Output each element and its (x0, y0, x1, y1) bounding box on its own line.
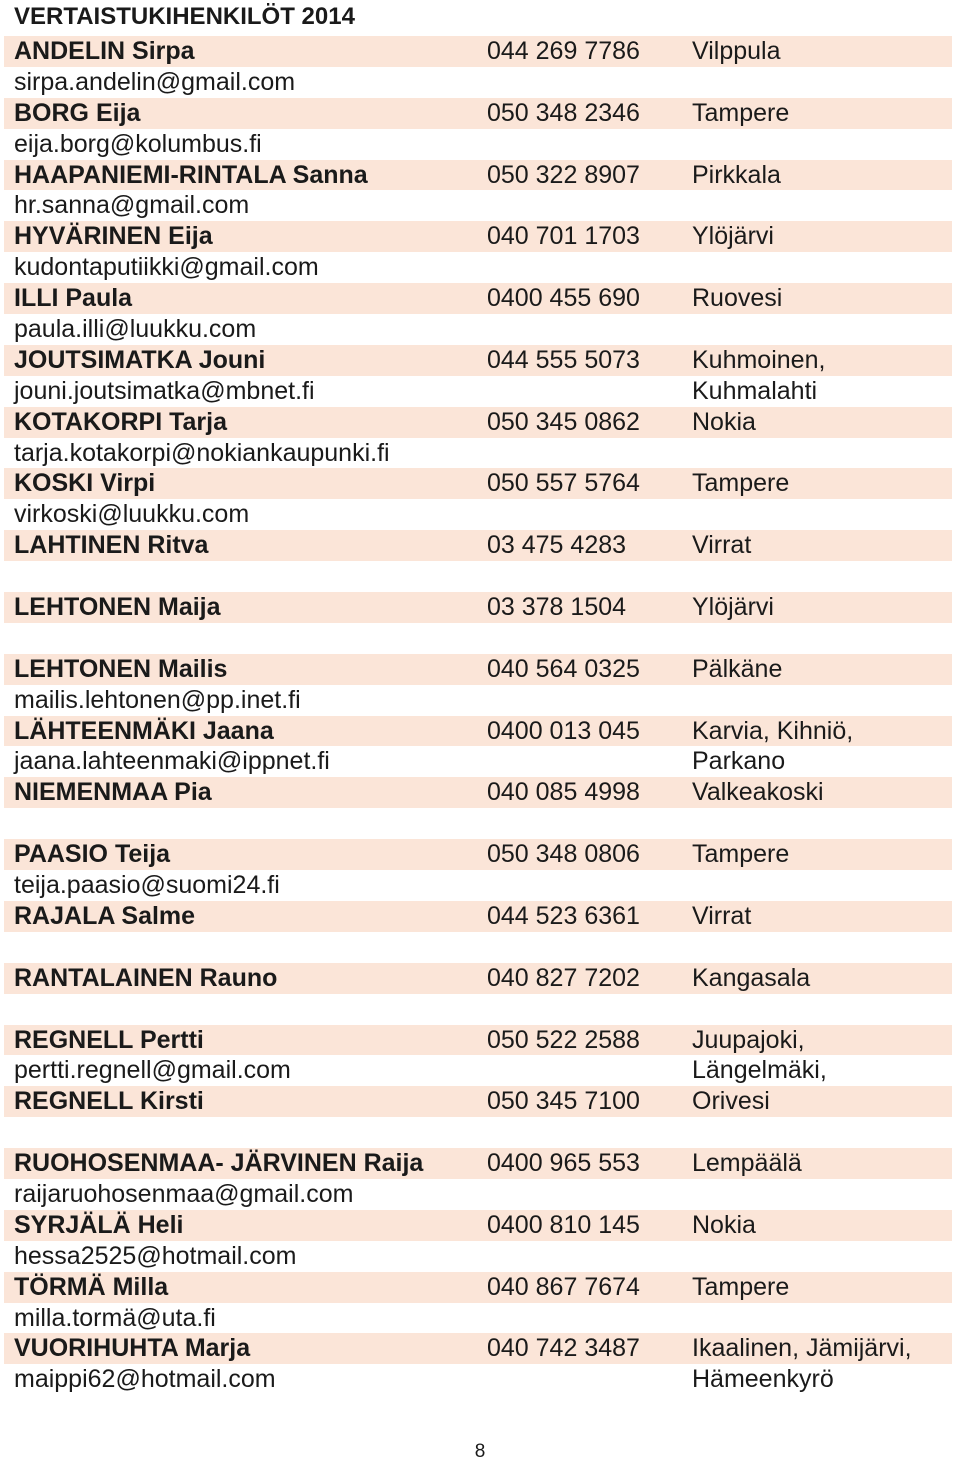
contact-entry (4, 777, 952, 839)
contact-phone: 044 555 5073 (487, 345, 640, 374)
contact-name: HYVÄRINEN Eija (14, 222, 213, 251)
contact-phone: 040 085 4998 (487, 778, 640, 807)
contact-entry (4, 160, 952, 222)
contact-email: kudontaputiikki@gmail.com (14, 253, 319, 282)
contact-email: sirpa.andelin@gmail.com (14, 67, 296, 96)
contact-phone: 040 827 7202 (487, 963, 640, 992)
contact-sub-row (4, 746, 952, 777)
contact-main-row (4, 654, 952, 685)
contact-main-row (4, 530, 952, 561)
contact-email: jaana.lahteenmaki@ippnet.fi (14, 747, 330, 776)
contact-email: eija.borg@kolumbus.fi (14, 129, 262, 158)
contact-phone: 050 348 2346 (487, 98, 640, 127)
contact-phone: 050 322 8907 (487, 160, 640, 189)
contact-main-row (4, 221, 952, 252)
contact-name: ILLI Paula (14, 284, 133, 313)
contact-entry (4, 221, 952, 283)
contact-list (4, 36, 952, 1395)
contact-city: Pälkäne (692, 654, 783, 683)
contact-email: mailis.lehtonen@pp.inet.fi (14, 685, 301, 714)
contact-city: Tampere (692, 98, 790, 127)
contact-email: tarja.kotakorpi@nokiankaupunki.fi (14, 438, 390, 467)
contact-city-continued: Hämeenkyrö (692, 1365, 834, 1394)
contact-city: Lempäälä (692, 1149, 802, 1178)
contact-sub-row (4, 932, 952, 963)
contact-city: Tampere (692, 1272, 790, 1301)
contact-sub-row (4, 376, 952, 407)
contact-phone: 0400 965 553 (487, 1149, 640, 1178)
contact-name: SYRJÄLÄ Heli (14, 1210, 184, 1239)
contact-city: Kuhmoinen, (692, 345, 826, 374)
contact-main-row (4, 283, 952, 314)
contact-sub-row (4, 314, 952, 345)
contact-city: Orivesi (692, 1087, 770, 1116)
contact-entry (4, 901, 952, 963)
contact-name: REGNELL Kirsti (14, 1087, 204, 1116)
contact-entry (4, 716, 952, 778)
contact-entry (4, 592, 952, 654)
contact-phone: 050 345 0862 (487, 407, 640, 436)
contact-main-row (4, 1148, 952, 1179)
contact-name: ANDELIN Sirpa (14, 37, 195, 65)
contact-email: raijaruohosenmaa@gmail.com (14, 1179, 354, 1208)
contact-sub-row (4, 685, 952, 716)
contact-city: Pirkkala (692, 160, 781, 189)
contact-entry (4, 98, 952, 160)
contact-sub-row (4, 190, 952, 221)
contact-name: VUORIHUHTA Marja (14, 1334, 251, 1363)
contact-name: RAJALA Salme (14, 901, 196, 930)
contact-phone: 050 557 5764 (487, 469, 640, 498)
contact-entry (4, 1333, 952, 1395)
contact-city: Ruovesi (692, 284, 783, 313)
contact-sub-row (4, 67, 952, 98)
contact-city: Ylöjärvi (692, 222, 774, 251)
contact-city: Nokia (692, 407, 756, 436)
contact-sub-row (4, 1055, 952, 1086)
contact-city: Juupajoki, (692, 1025, 805, 1054)
contact-name: KOTAKORPI Tarja (14, 407, 227, 436)
contact-sub-row (4, 1117, 952, 1148)
contact-entry (4, 1148, 952, 1210)
contact-city: Kangasala (692, 963, 811, 992)
contact-sub-row (4, 561, 952, 592)
contact-phone: 03 378 1504 (487, 593, 627, 622)
contact-sub-row (4, 438, 952, 469)
contact-name: RANTALAINEN Rauno (14, 963, 278, 992)
contact-sub-row (4, 870, 952, 901)
contact-main-row (4, 1025, 952, 1056)
contact-name: BORG Eija (14, 98, 141, 127)
contact-city-continued: Längelmäki, (692, 1056, 827, 1085)
contact-phone: 050 345 7100 (487, 1087, 640, 1116)
contact-email: jouni.joutsimatka@mbnet.fi (14, 376, 315, 405)
contact-entry (4, 530, 952, 592)
contact-entry (4, 1025, 952, 1087)
contact-email: paula.illi@luukku.com (14, 315, 257, 344)
contact-name: TÖRMÄ Milla (14, 1272, 169, 1301)
contact-phone: 040 867 7674 (487, 1272, 640, 1301)
contact-sub-row (4, 1179, 952, 1210)
contact-city: Ikaalinen, Jämijärvi, (692, 1334, 912, 1363)
contact-main-row (4, 98, 952, 129)
contact-name: REGNELL Pertti (14, 1025, 204, 1054)
contact-email: teija.paasio@suomi24.fi (14, 871, 280, 900)
contact-main-row (4, 901, 952, 932)
contact-city: Vilppula (692, 37, 781, 65)
contact-phone: 040 701 1703 (487, 222, 640, 251)
contact-email: pertti.regnell@gmail.com (14, 1056, 291, 1085)
contact-phone: 044 269 7786 (487, 37, 640, 65)
contact-name: HAAPANIEMI-RINTALA Sanna (14, 160, 368, 189)
contact-sub-row (4, 1303, 952, 1334)
contact-name: KOSKI Virpi (14, 469, 156, 498)
contact-entry (4, 468, 952, 530)
contact-city-continued: Parkano (692, 747, 786, 776)
contact-phone: 03 475 4283 (487, 531, 627, 560)
contact-sub-row (4, 994, 952, 1025)
contact-phone: 044 523 6361 (487, 901, 640, 930)
contact-main-row (4, 160, 952, 191)
page-title: VERTAISTUKIHENKILÖT 2014 (14, 3, 355, 30)
contact-city: Virrat (692, 531, 752, 560)
contact-email: virkoski@luukku.com (14, 500, 250, 529)
contact-city: Ylöjärvi (692, 593, 774, 622)
contact-entry (4, 1086, 952, 1148)
contact-phone: 040 742 3487 (487, 1334, 640, 1363)
contact-phone: 0400 013 045 (487, 716, 640, 745)
contact-sub-row (4, 1241, 952, 1272)
contact-main-row (4, 839, 952, 870)
contact-main-row (4, 1272, 952, 1303)
contact-city: Tampere (692, 469, 790, 498)
contact-sub-row (4, 808, 952, 839)
contact-city-continued: Kuhmalahti (692, 376, 818, 405)
contact-email: hr.sanna@gmail.com (14, 191, 250, 220)
contact-entry (4, 654, 952, 716)
contact-name: NIEMENMAA Pia (14, 778, 212, 807)
contact-entry (4, 1210, 952, 1272)
contact-email: milla.tormä@uta.fi (14, 1303, 216, 1332)
contact-city: Nokia (692, 1210, 756, 1239)
contact-city: Tampere (692, 840, 790, 869)
contact-main-row (4, 592, 952, 623)
contact-main-row (4, 1086, 952, 1117)
contact-sub-row (4, 129, 952, 160)
contact-phone: 050 522 2588 (487, 1025, 640, 1054)
contact-main-row (4, 468, 952, 499)
contact-main-row (4, 407, 952, 438)
contact-main-row (4, 1333, 952, 1364)
contact-main-row (4, 36, 952, 67)
contact-entry (4, 1272, 952, 1334)
contact-sub-row (4, 499, 952, 530)
contact-name: LAHTINEN Ritva (14, 531, 209, 560)
contact-name: PAASIO Teija (14, 840, 171, 869)
contact-phone: 040 564 0325 (487, 654, 640, 683)
contact-city: Virrat (692, 901, 752, 930)
contact-city: Karvia, Kihniö, (692, 716, 854, 745)
contact-name: LÄHTEENMÄKI Jaana (14, 716, 274, 745)
contact-entry (4, 36, 952, 98)
contact-phone: 0400 810 145 (487, 1210, 640, 1239)
contact-entry (4, 283, 952, 345)
contact-entry (4, 407, 952, 469)
contact-phone: 0400 455 690 (487, 284, 640, 313)
contact-main-row (4, 345, 952, 376)
contact-sub-row (4, 623, 952, 654)
contact-entry (4, 839, 952, 901)
contact-name: LEHTONEN Mailis (14, 654, 228, 683)
contact-sub-row (4, 1364, 952, 1395)
contact-email: maippi62@hotmail.com (14, 1365, 276, 1394)
contact-main-row (4, 963, 952, 994)
contact-name: RUOHOSENMAA- JÄRVINEN Raija (14, 1149, 424, 1178)
contact-name: LEHTONEN Maija (14, 593, 221, 622)
contact-main-row (4, 1210, 952, 1241)
contact-city: Valkeakoski (692, 778, 824, 807)
contact-email: hessa2525@hotmail.com (14, 1241, 297, 1270)
page-number: 8 (474, 1441, 486, 1462)
contact-sub-row (4, 252, 952, 283)
contact-name: JOUTSIMATKA Jouni (14, 345, 266, 374)
contact-entry (4, 963, 952, 1025)
contact-main-row (4, 777, 952, 808)
contact-phone: 050 348 0806 (487, 840, 640, 869)
contact-main-row (4, 716, 952, 747)
contact-entry (4, 345, 952, 407)
